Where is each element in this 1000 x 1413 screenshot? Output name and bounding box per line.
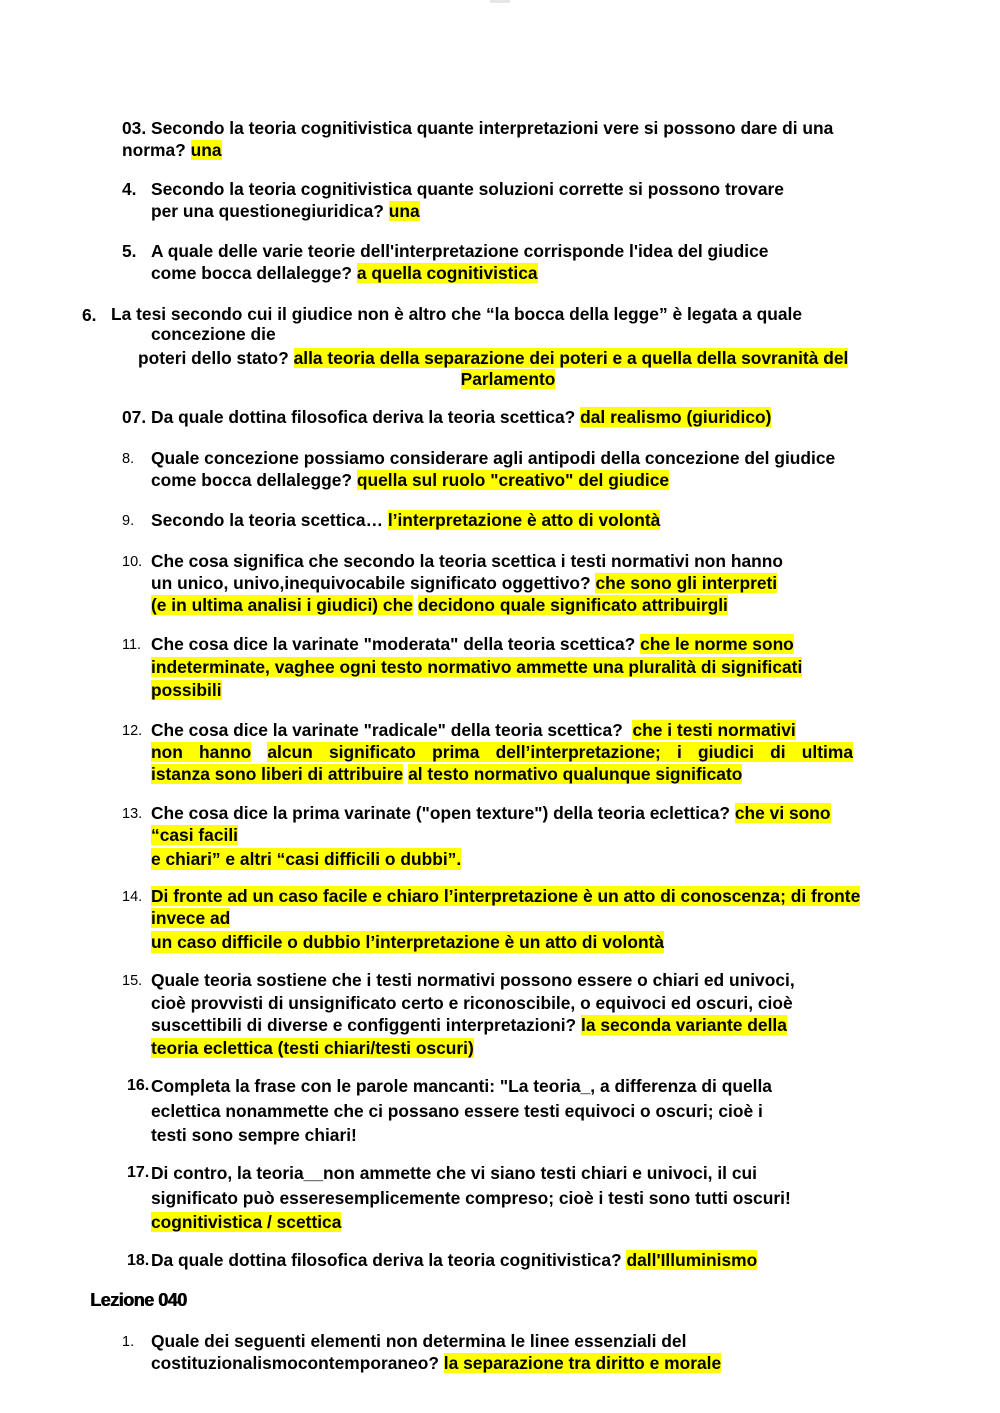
question-17 (151, 1161, 791, 1235)
page-header-mark (490, 0, 510, 3)
question-11 (151, 633, 802, 702)
question-10 (151, 550, 783, 616)
question-text: Da quale dottina filosofica deriva la teoria scettica? (151, 407, 576, 427)
question-number: 6. (82, 305, 97, 325)
answer-highlight: non hanno (151, 742, 252, 762)
answer-highlight: una (388, 201, 420, 221)
question-number: 10. (122, 554, 143, 570)
answer-highlight: invece ad (151, 908, 231, 928)
question-15 (151, 969, 795, 1059)
question-text: Da quale dottina filosofica deriva la teoria cognitivistica? (151, 1250, 622, 1270)
question-text: come bocca dellalegge? (151, 263, 353, 283)
answer-highlight: indeterminate, vaghee ogni testo normativo ammette una pluralità di significati (151, 657, 803, 677)
question-text: significato può esseresemplicemente compreso; cioè i testi sono tutti oscuri! (151, 1187, 791, 1208)
question-number: 5. (122, 241, 137, 261)
question-number: 17. (127, 1164, 150, 1181)
answer-highlight: un caso difficile o dubbio l’interpretazione è un atto di volontà (151, 932, 665, 952)
question-text: Quale teoria sostiene che i testi normativi possono essere o chiari ed univoci, (151, 970, 795, 990)
answer-highlight: al testo normativo qualunque significato (408, 764, 743, 784)
question-12 (151, 719, 853, 785)
answer-highlight: alcun significato prima dell’interpretazione; i giudici di ultima (267, 742, 853, 762)
question-number: 14. (122, 889, 143, 905)
question-text: Che cosa significa che secondo la teoria scettica i testi normativi non hanno (151, 551, 784, 571)
answer-highlight: decidono quale significato attribuirgli (417, 595, 728, 615)
question-number: 07. (122, 407, 147, 427)
answer-highlight: che i testi normativi (632, 720, 796, 740)
answer-highlight: cognitivistica / scettica (151, 1212, 342, 1232)
answer-highlight: e chiari” e altri “casi difficili o dubbi”. (151, 849, 462, 869)
question-5 (151, 240, 768, 284)
question-6 (111, 304, 802, 344)
question-text: costituzionalismocontemporaneo? (151, 1353, 439, 1373)
question-number: 11. (122, 637, 142, 653)
question-number: 13. (122, 806, 143, 822)
question-text: eclettica nonammette che ci possano essere testi equivoci o oscuri; cioè i (151, 1100, 763, 1121)
answer-highlight: la separazione tra diritto e morale (443, 1353, 722, 1373)
answer-highlight: a quella cognitivistica (356, 263, 538, 283)
question-6-answer (138, 348, 878, 390)
question-9 (151, 509, 660, 531)
answer-highlight: dall'Illuminismo (626, 1250, 758, 1270)
question-16 (151, 1074, 772, 1148)
question-03 (122, 117, 833, 161)
answer-highlight: Di fronte ad un caso facile e chiaro l’interpretazione è un atto di conoscenza; di fronte (151, 886, 861, 906)
question-text: come bocca dellalegge? (151, 470, 353, 490)
question-text: A quale delle varie teorie dell'interpretazione corrisponde l'idea del giudice (151, 241, 769, 261)
question-text: cioè provvisti di unsignificato certo e riconoscibile, o equivoci ed oscuri, cioè (151, 992, 793, 1013)
question-text: Secondo la teoria cognitivistica quante soluzioni corrette si possono trovare (151, 179, 784, 199)
question-text: Secondo la teoria scettica… (151, 510, 383, 530)
lezione-040-question-1 (151, 1330, 721, 1374)
question-text: La tesi secondo cui il giudice non è altro che “la bocca della legge” è legata a quale (111, 304, 802, 324)
answer-highlight: una (190, 140, 222, 160)
question-number: 03. (122, 118, 147, 138)
answer-highlight: Parlamento (460, 369, 556, 389)
question-text: Che cosa dice la varinate "moderata" della teoria scettica? (151, 634, 636, 654)
question-8 (151, 447, 835, 491)
section-heading: Lezione 040 (90, 1290, 187, 1310)
question-text: concezione die (151, 324, 276, 344)
question-number: 4. (122, 179, 137, 199)
answer-highlight: teoria eclettica (testi chiari/testi oscuri) (151, 1037, 474, 1058)
answer-highlight: istanza sono liberi di attribuire (151, 764, 404, 784)
question-text: Che cosa dice la varinate "radicale" della teoria scettica? (151, 720, 623, 740)
question-number: 1. (122, 1334, 135, 1350)
question-text: Completa la frase con le parole mancanti: "La teoria_, a differenza di quella (151, 1076, 772, 1096)
question-text: Che cosa dice la prima varinate ("open texture") della teoria eclettica? (151, 803, 730, 823)
question-number: 18. (127, 1252, 150, 1269)
question-14 (151, 885, 860, 953)
question-text: poteri dello stato? (138, 348, 289, 368)
answer-highlight: che vi sono (734, 803, 831, 823)
question-text: testi sono sempre chiari! (151, 1125, 357, 1145)
answer-highlight: la seconda variante della (581, 1015, 787, 1035)
question-text: Quale concezione possiamo considerare agli antipodi della concezione del giudice (151, 448, 836, 468)
answer-highlight: l’interpretazione è atto di volontà (387, 510, 661, 530)
question-text: un unico, univo,inequivocabile significato oggettivo? (151, 573, 591, 593)
question-text: Secondo la teoria cognitivistica quante interpretazioni vere si possono dare di una (151, 118, 834, 138)
answer-highlight: (e in ultima analisi i giudici) che (151, 595, 413, 615)
answer-highlight: che sono gli interpreti (595, 573, 778, 593)
question-number: 16. (127, 1077, 150, 1094)
question-number: 9. (122, 513, 135, 529)
question-4 (151, 178, 784, 222)
answer-highlight: possibili (151, 680, 222, 700)
question-text: per una questionegiuridica? (151, 201, 384, 221)
question-07 (122, 406, 771, 428)
answer-highlight: “casi facili (151, 825, 239, 845)
answer-highlight: dal realismo (giuridico) (580, 407, 772, 427)
question-text: Quale dei seguenti elementi non determina le linee essenziali del (151, 1331, 687, 1351)
question-13 (151, 802, 831, 870)
question-text: norma? (122, 140, 186, 160)
answer-highlight: quella sul ruolo "creativo" del giudice (356, 470, 670, 490)
question-number: 8. (122, 451, 135, 467)
question-number: 15. (122, 973, 143, 989)
answer-highlight: che le norme sono (640, 634, 794, 654)
question-18 (151, 1249, 757, 1271)
answer-highlight: alla teoria della separazione dei poteri e a quella della sovranità del (293, 348, 849, 368)
question-text: Di contro, la teoria__non ammette che vi siano testi chiari e univoci, il cui (151, 1163, 757, 1183)
question-text: suscettibili di diverse e configgenti interpretazioni? (151, 1015, 577, 1035)
question-number: 12. (122, 723, 143, 739)
